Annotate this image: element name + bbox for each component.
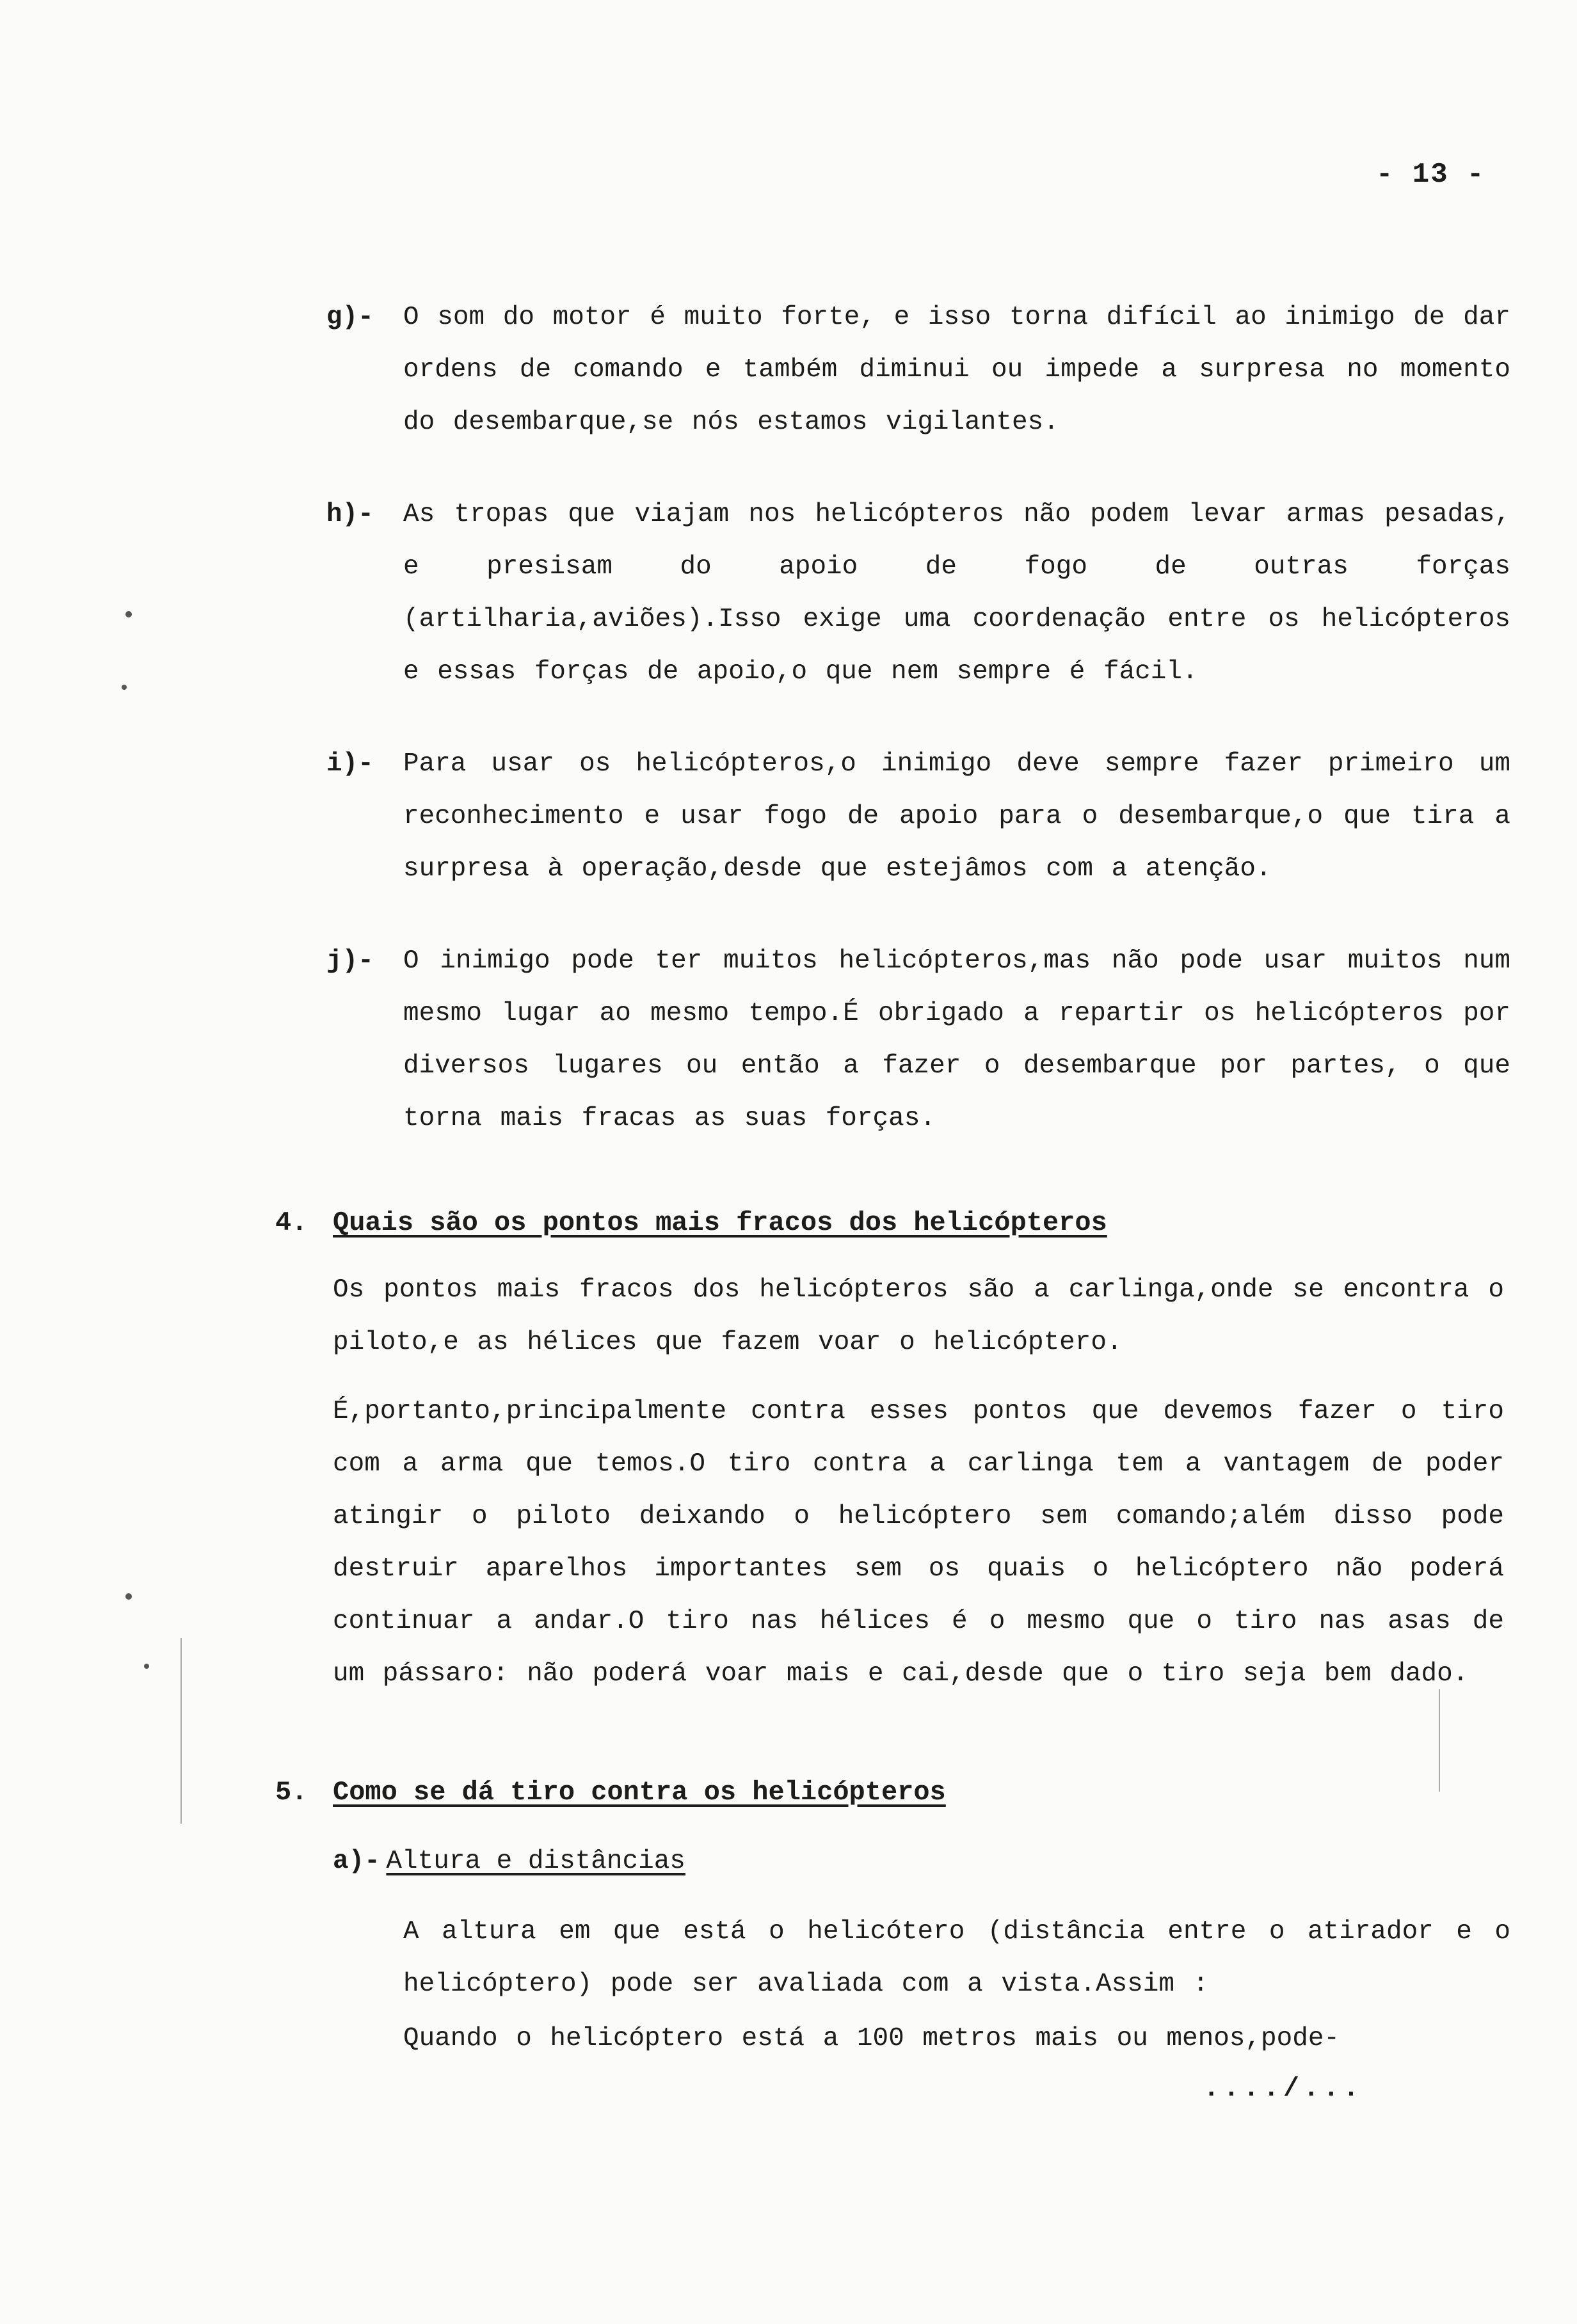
- section-4-paragraph-2: É,portanto,principalmente contra esses pontos que devemos fazer o tiro com a arma que temos.O tiro contra a carlinga tem a vantagem de poder atingir o piloto deixando o helicóptero sem comando;além disso pode destruir aparelhos importantes sem os quais o helicóptero não poderá continuar a andar.O tiro nas hélices é o mesmo que o tiro nas asas de um pássaro: não poderá voar mais e cai,desde que o tiro seja bem dado.: [333, 1397, 1504, 1689]
- section-number: 5.: [275, 1777, 308, 1808]
- section-4-header: [275, 1197, 1555, 1249]
- list-item-g: [326, 291, 1577, 449]
- section-5-header: [275, 1766, 1555, 1819]
- scan-speck: [125, 611, 132, 617]
- item-text: Para usar os helicópteros,o inimigo deve sempre fazer primeiro um reconhecimento e usar fogo de apoio para o desembarque,o que tira a surpresa à operação,desde que estejâmos com a atenção.: [403, 749, 1510, 884]
- item-label: g)-: [326, 303, 374, 332]
- list-item-h: [326, 488, 1577, 698]
- section-heading: Quais são os pontos mais fracos dos helicópteros: [333, 1207, 1107, 1238]
- item-label: i)-: [326, 749, 374, 779]
- subsection-a-paragraph-2: Quando o helicóptero está a 100 metros mais ou menos,pode-: [403, 2024, 1340, 2053]
- item-label: j)-: [326, 946, 374, 976]
- scan-line: [180, 1638, 182, 1824]
- section-4-paragraph-1: Os pontos mais fracos dos helicópteros são a carlinga,onde se encontra o piloto,e as hélices que fazem voar o helicóptero.: [333, 1275, 1504, 1357]
- scan-speck: [125, 1593, 132, 1600]
- item-list: [326, 291, 1577, 1184]
- item-text: O inimigo pode ter muitos helicópteros,mas não pode usar muitos num mesmo lugar ao mesmo tempo.É obrigado a repartir os helicópteros por diversos lugares ou então a fazer o desembarque por partes, o que torna mais fracas as suas forças.: [403, 946, 1510, 1133]
- item-text: As tropas que viajam nos helicópteros não podem levar armas pesadas, e presisam do apoio de fogo de outras forças (artilharia,aviões).Isso exige uma coordenação entre os helicópteros e essas forças de apoio,o que nem sempre é fácil.: [403, 500, 1510, 687]
- section-heading: Como se dá tiro contra os helicópteros: [333, 1777, 946, 1808]
- scan-line: [1439, 1689, 1440, 1792]
- list-item-i: [326, 738, 1577, 895]
- subsection-a-header: [333, 1835, 1536, 1888]
- page-number: - 13 -: [1376, 159, 1485, 191]
- section-number: 4.: [275, 1207, 308, 1238]
- subsection-a-paragraph-1: A altura em que está o helicótero (distância entre o atirador e o helicóptero) pode ser avaliada com a vista.Assim :: [403, 1917, 1510, 1999]
- scan-speck: [122, 685, 127, 690]
- list-item-j: [326, 935, 1577, 1145]
- scan-speck: [144, 1664, 149, 1669]
- item-label: h)-: [326, 500, 374, 529]
- item-text: O som do motor é muito forte, e isso torna difícil ao inimigo de dar ordens de comando e também diminui ou impede a surpresa no momento do desembarque,se nós estamos vigilantes.: [403, 303, 1510, 437]
- subsection-label: a)-: [333, 1847, 380, 1876]
- continuation-mark: ..../...: [1203, 2073, 1363, 2104]
- subsection-heading: Altura e distâncias: [386, 1847, 685, 1876]
